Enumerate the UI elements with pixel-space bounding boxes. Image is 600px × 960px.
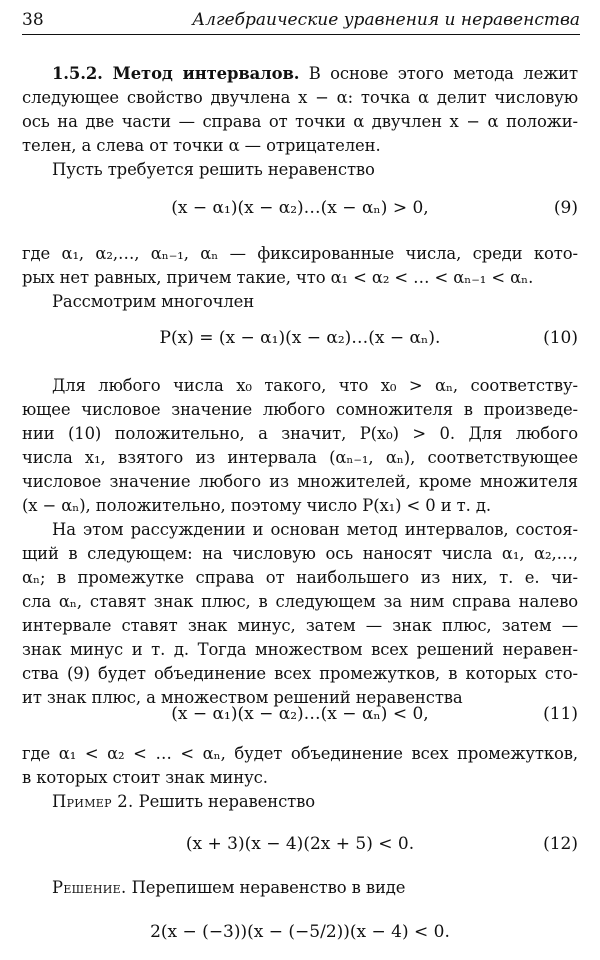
equation-number: (9)	[553, 198, 578, 218]
paragraph-line: сла αₙ, ставят знак плюс, в следующем за ним справа налево	[22, 592, 578, 611]
solution-label: Решение.	[52, 878, 127, 897]
running-title: Алгебраические уравнения и неравенства	[192, 10, 580, 30]
formula-10	[22, 328, 578, 352]
paragraph-line: числовое значение любого из множителей, кроме множителя	[22, 472, 578, 491]
solution-line: Решение. Перепишем неравенство в виде	[52, 878, 406, 897]
equation-number: (12)	[543, 834, 578, 854]
paragraph-line: в которых стоит знак минус.	[22, 768, 268, 787]
formula-9	[22, 198, 578, 222]
paragraph-line: 1.5.2. Метод интервалов. В основе этого метода лежит	[52, 64, 578, 83]
paragraph-line: Рассмотрим многочлен	[52, 292, 255, 311]
paragraph-line: Пусть требуется решить неравенство	[52, 160, 375, 179]
formula-12	[22, 834, 578, 858]
paragraph-line: телен, а слева от точки α — отрицателен.	[22, 136, 381, 155]
paragraph-line: нии (10) положительно, а значит, P(x₀) > 0. Для любого	[22, 424, 578, 443]
equation-number: (10)	[543, 328, 578, 348]
formula-11	[22, 704, 578, 728]
page-header	[22, 6, 580, 35]
example-label: Пример 2.	[52, 792, 134, 811]
paragraph-line: ит знак плюс, а множеством решений неравенства	[22, 688, 463, 707]
paragraph-line: следующее свойство двучлена x − α: точка α делит числовую	[22, 88, 578, 107]
formula-expression: (x − α₁)(x − α₂)…(x − αₙ) < 0,	[171, 704, 429, 724]
paragraph-line: знак минус и т. д. Тогда множеством всех решений неравен-	[22, 640, 578, 659]
section-heading: 1.5.2. Метод интервалов.	[52, 64, 300, 83]
paragraph-line: (x − αₙ), положительно, поэтому число P(x₁) < 0 и т. д.	[22, 496, 491, 515]
equation-number: (11)	[543, 704, 578, 724]
paragraph-line: где α₁ < α₂ < … < αₙ, будет объединение всех промежутков,	[22, 744, 578, 763]
paragraph-line: ющее числовое значение любого сомножителя в произведе-	[22, 400, 578, 419]
formula-expression: (x − α₁)(x − α₂)…(x − αₙ) > 0,	[171, 198, 429, 218]
paragraph-line: где α₁, α₂,…, αₙ₋₁, αₙ — фиксированные числа, среди кото-	[22, 244, 578, 263]
formula-expression: 2(x − (−3))(x − (−5/2))(x − 4) < 0.	[150, 922, 450, 942]
formula-13	[22, 922, 578, 946]
example-line: Пример 2. Решить неравенство	[52, 792, 316, 811]
paragraph-line: щий в следующем: на числовую ось наносят числа α₁, α₂,…,	[22, 544, 578, 563]
paragraph-line: рых нет равных, причем такие, что α₁ < α₂ < … < αₙ₋₁ < αₙ.	[22, 268, 534, 287]
paragraph-line: αₙ; в промежутке справа от наибольшего из них, т. е. чи-	[22, 568, 578, 587]
paragraph-line: интервале ставят знак минус, затем — знак плюс, затем —	[22, 616, 578, 635]
page-number: 38	[22, 10, 44, 30]
formula-expression: (x + 3)(x − 4)(2x + 5) < 0.	[185, 834, 415, 854]
paragraph-line: числа x₁, взятого из интервала (αₙ₋₁, αₙ), соответствующее	[22, 448, 578, 467]
paragraph-line: Для любого числа x₀ такого, что x₀ > αₙ, соответству-	[52, 376, 578, 395]
paragraph-line: ства (9) будет объединение всех промежутков, в которых сто-	[22, 664, 578, 683]
paragraph-line: На этом рассуждении и основан метод интервалов, состоя-	[52, 520, 578, 539]
paragraph-line: ось на две части — справа от точки α двучлен x − α положи-	[22, 112, 578, 131]
formula-expression: P(x) = (x − α₁)(x − α₂)…(x − αₙ).	[159, 328, 441, 348]
